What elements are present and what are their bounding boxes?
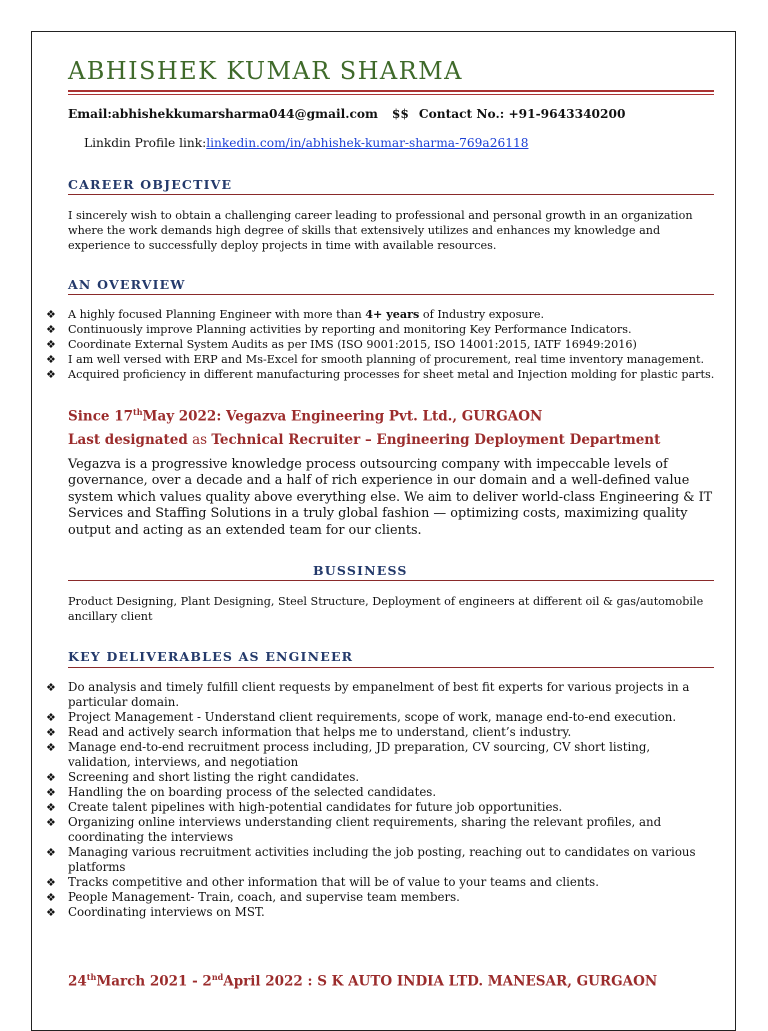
email-text: Email:abhishekkumarsharma044@gmail.com <box>68 107 378 121</box>
list-item: ❖ Tracks competitive and other information that will be of value to your teams and clients. <box>46 875 599 889</box>
list-item: ❖ Organizing online interviews understanding client requirements, sharing the relevant profiles, and coordinating the interviews <box>46 815 662 844</box>
contact-line <box>68 107 625 121</box>
job1-designation: Last designated as Technical Recruiter – Engineering Deployment Department <box>68 432 661 448</box>
diamond-bullet-icon: ❖ <box>46 711 56 724</box>
phone-text: Contact No.: +91-9643340200 <box>418 107 626 121</box>
list-item: ❖ Screening and short listing the right candidates. <box>46 770 360 784</box>
career-objective-heading: CAREER OBJECTIVE <box>68 177 233 192</box>
list-item: ❖ Managing various recruitment activities including the job posting, reaching out to candidates on various platforms <box>46 845 696 874</box>
list-item: ❖ A highly focused Planning Engineer with more than 4+ years of Industry exposure. <box>46 307 545 321</box>
overview-divider <box>68 294 714 295</box>
diamond-bullet-icon: ❖ <box>46 338 56 351</box>
job1-heading: Since 17thMay 2022: Vegazva Engineering Pvt. Ltd., GURGAON <box>68 407 543 425</box>
linkedin-link[interactable]: linkedin.com/in/abhishek-kumar-sharma-769a26118 <box>206 136 529 150</box>
career-objective-divider <box>68 194 714 195</box>
company-description: Vegazva is a progressive knowledge process outsourcing company with impeccable levels of governance, over a decade and a half of rich experience in our domain and a well-defined value system which values quality above everything else. We aim to deliver world-class Engineering & IT Services and Staffing Solutions in a truly global fashion — optimizing costs, maximizing quality output and acting as an extended team for our clients. <box>68 457 713 538</box>
business-divider <box>68 580 714 581</box>
business-heading: BUSSINESS <box>313 563 408 578</box>
diamond-bullet-icon: ❖ <box>46 786 56 799</box>
list-item: ❖ I am well versed with ERP and Ms-Excel for smooth planning of procurement, real time inventory management. <box>46 353 705 366</box>
diamond-bullet-icon: ❖ <box>46 726 56 739</box>
job2-heading: 24thMarch 2021 - 2ndApril 2022 : S K AUTO INDIA LTD. MANESAR, GURGAON <box>68 972 658 990</box>
business-text: Product Designing, Plant Designing, Steel Structure, Deployment of engineers at different oil & gas/automobile ancillary client <box>68 595 704 623</box>
diamond-bullet-icon: ❖ <box>46 771 56 784</box>
list-item: ❖ Handling the on boarding process of the selected candidates. <box>46 785 437 799</box>
diamond-bullet-icon: ❖ <box>46 876 56 889</box>
diamond-bullet-icon: ❖ <box>46 323 56 336</box>
candidate-name: ABHISHEK KUMAR SHARMA <box>68 57 463 85</box>
overview-heading: AN OVERVIEW <box>68 277 186 292</box>
overview-list <box>46 307 716 382</box>
diamond-bullet-icon: ❖ <box>46 353 56 366</box>
deliverables-divider <box>68 667 714 668</box>
separator: $$ <box>391 107 409 121</box>
list-item: ❖ Project Management - Understand client requirements, scope of work, manage end-to-end execution. <box>46 710 677 724</box>
diamond-bullet-icon: ❖ <box>46 308 56 321</box>
list-item: ❖ Acquired proficiency in different manufacturing processes for sheet metal and Injection molding for plastic parts. <box>46 368 715 381</box>
deliverables-heading: KEY DELIVERABLES AS ENGINEER <box>68 649 354 664</box>
diamond-bullet-icon: ❖ <box>46 801 56 814</box>
list-item: ❖ Manage end-to-end recruitment process including, JD preparation, CV sourcing, CV short listing, validation, interviews, and negotiation <box>46 740 651 769</box>
diamond-bullet-icon: ❖ <box>46 906 56 919</box>
diamond-bullet-icon: ❖ <box>46 891 56 904</box>
career-objective-text: I sincerely wish to obtain a challenging career leading to professional and personal growth in an organization where the work demands high degree of skills that extensively utilizes and enhances my knowledge and experience to successfully deploy projects in time with available resources. <box>68 209 693 252</box>
diamond-bullet-icon: ❖ <box>46 681 56 694</box>
diamond-bullet-icon: ❖ <box>46 741 56 754</box>
list-item: ❖ Continuously improve Planning activities by reporting and monitoring Key Performance Indicators. <box>46 323 632 336</box>
linkedin-line <box>84 136 528 150</box>
diamond-bullet-icon: ❖ <box>46 368 56 381</box>
name-divider <box>68 90 714 95</box>
diamond-bullet-icon: ❖ <box>46 816 56 829</box>
list-item: ❖ Coordinating interviews on MST. <box>46 905 265 919</box>
list-item: ❖ Read and actively search information that helps me to understand, client’s industry. <box>46 725 572 739</box>
list-item: ❖ Do analysis and timely fulfill client requests by empanelment of best fit experts for various projects in a particular domain. <box>46 680 690 709</box>
deliverables-list <box>46 680 716 920</box>
list-item: ❖ Coordinate External System Audits as per IMS (ISO 9001:2015, ISO 14001:2015, IATF 16949:2016) <box>46 338 637 351</box>
list-item: ❖ Create talent pipelines with high-potential candidates for future job opportunities. <box>46 800 563 814</box>
list-item: ❖ People Management- Train, coach, and supervise team members. <box>46 890 460 904</box>
linkedin-label: Linkdin Profile link: <box>84 136 207 150</box>
diamond-bullet-icon: ❖ <box>46 846 56 859</box>
